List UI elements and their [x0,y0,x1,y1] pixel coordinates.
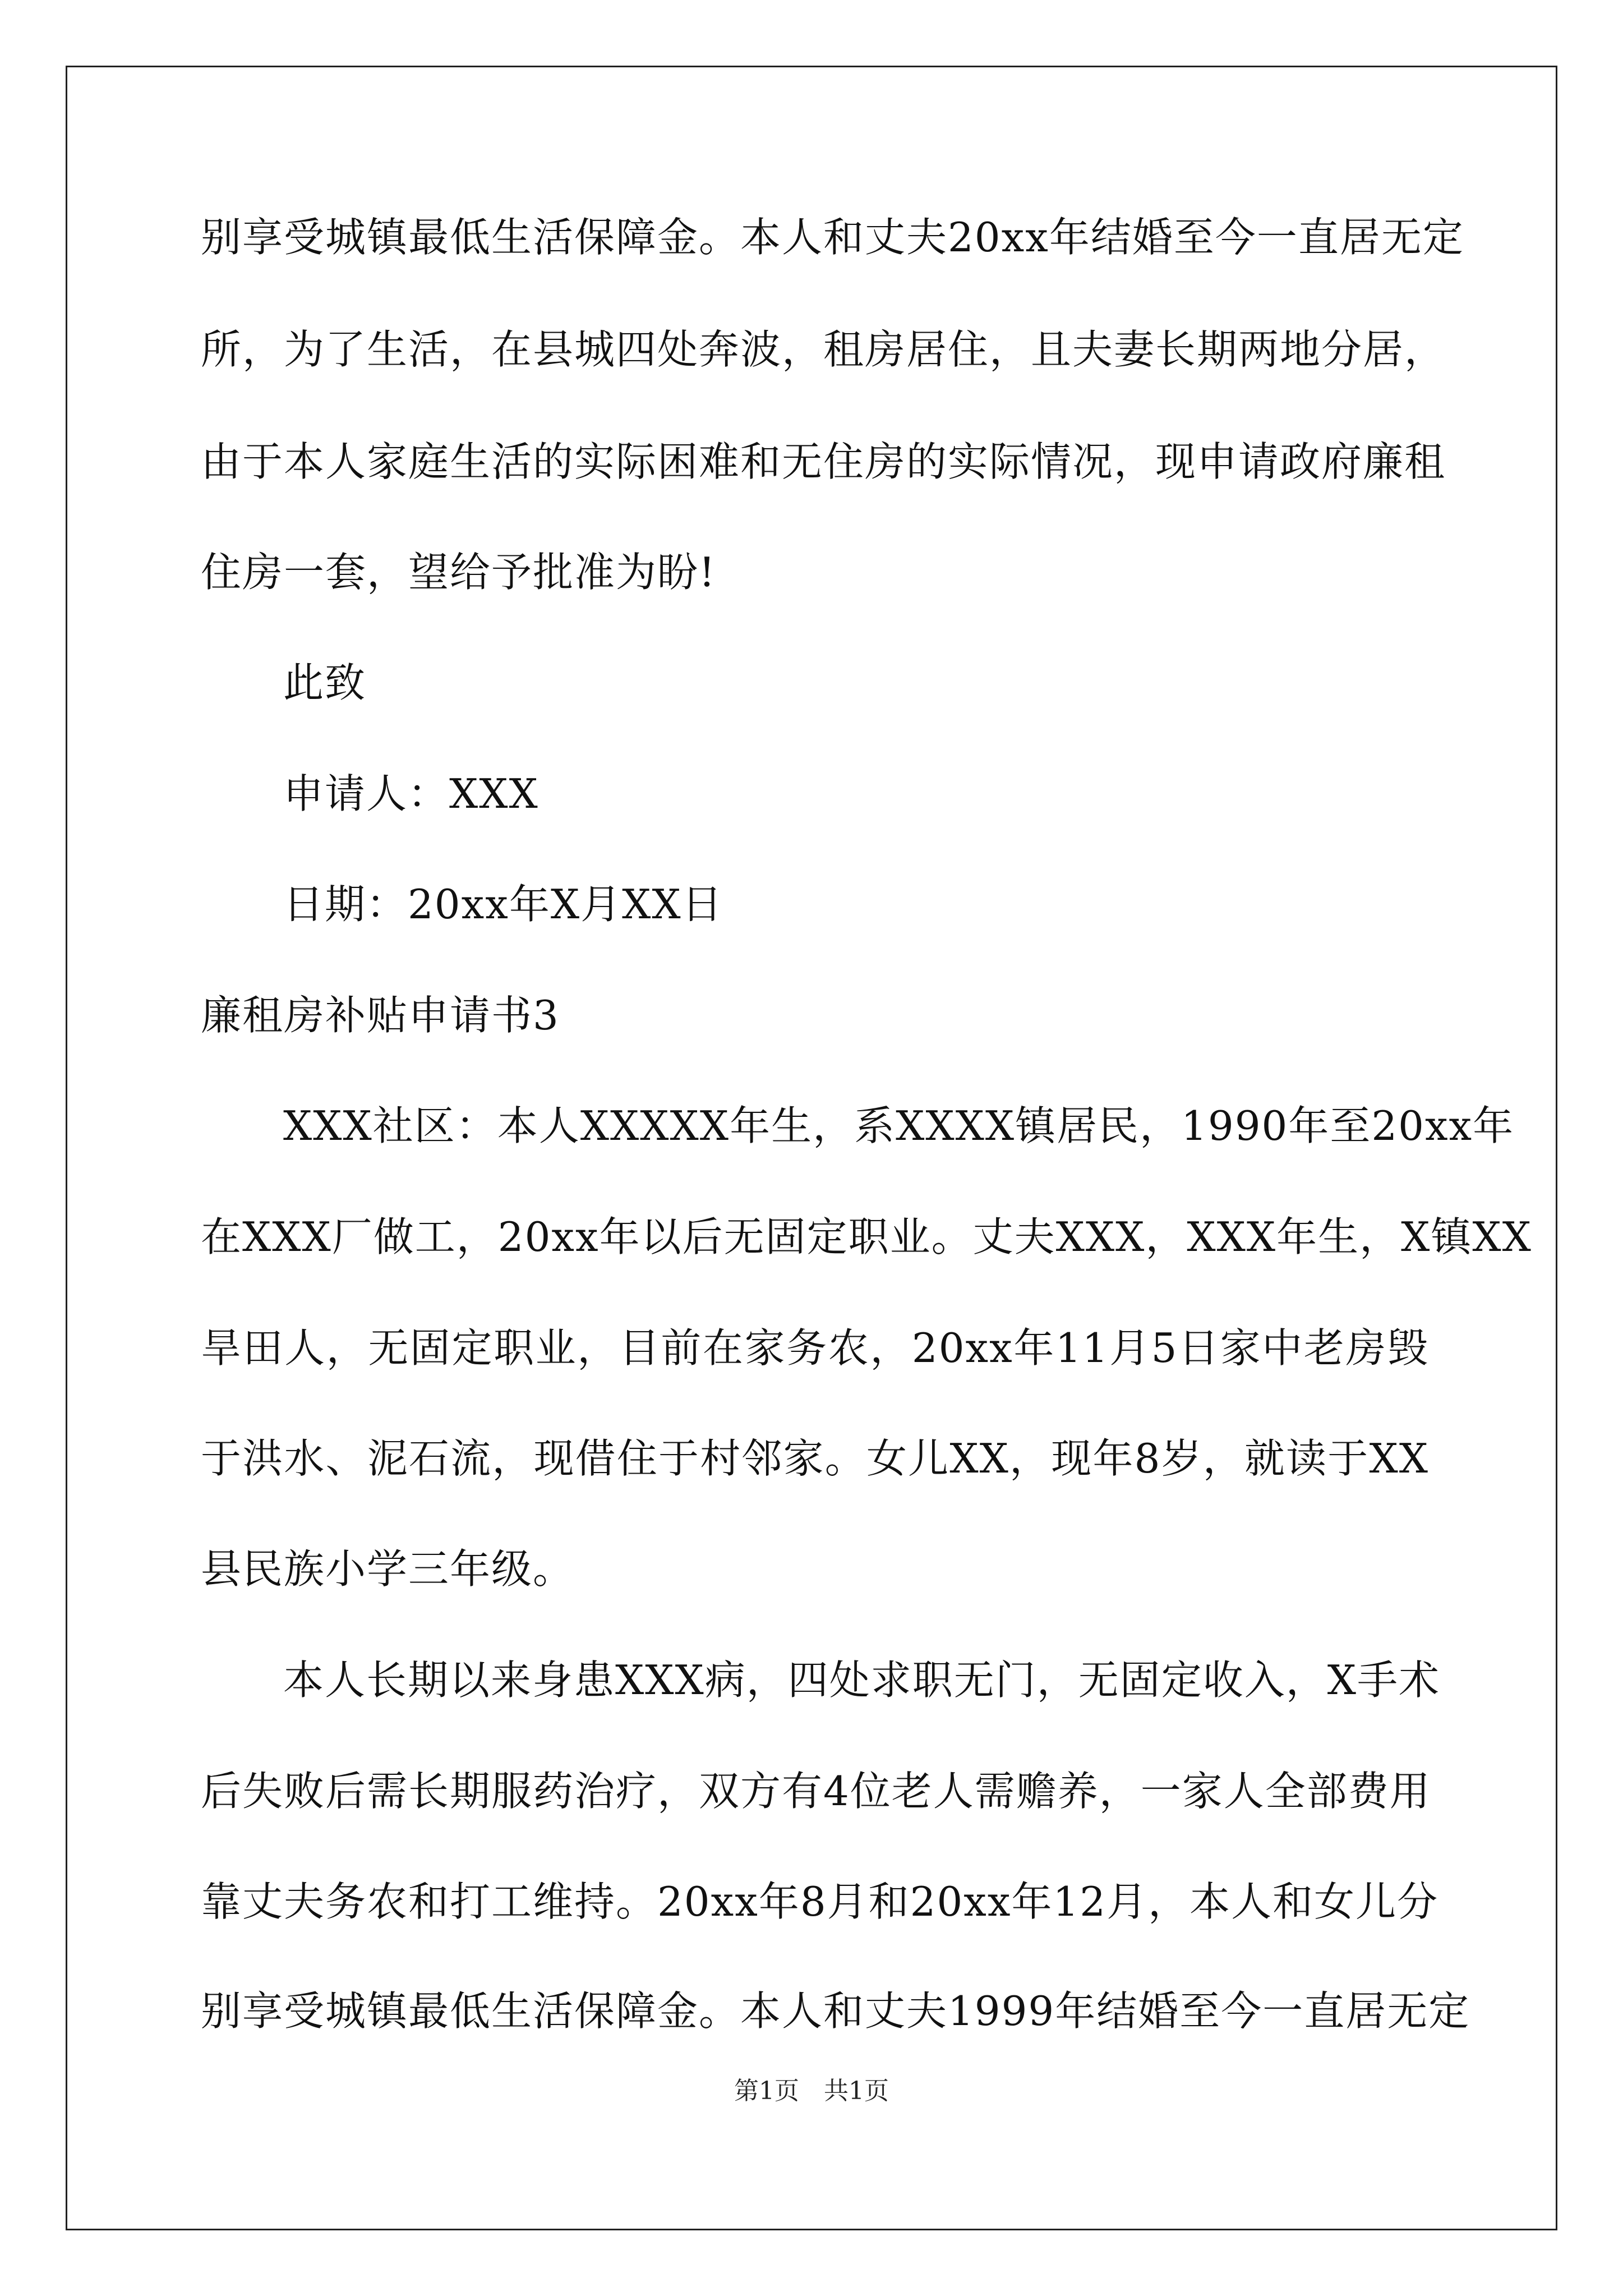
body-line-17: 别享受城镇最低生活保障金。本人和丈夫1999年结婚至今一直居无定 [201,1987,1470,2035]
body-line-10: 在XXX厂做工，20xx年以后无固定职业。丈夫XXX，XXX年生，X镇XX [201,1213,1532,1260]
body-line-14: 本人长期以来身患XXX病，四处求职无门，无固定收入，X手术 [283,1657,1441,1704]
body-line-12: 于洪水、泥石流，现借住于村邻家。女儿XX，现年8岁，就读于XX [201,1435,1429,1482]
section-heading: 廉租房补贴申请书3 [201,992,560,1039]
date-line: 日期：20xx年X月XX日 [283,881,723,928]
body-line-3: 由于本人家庭生活的实际困难和无住房的实际情况，现申请政府廉租 [201,438,1446,485]
body-line-15: 后失败后需长期服药治疗，双方有4位老人需赡养，一家人全部费用 [201,1768,1431,1815]
closing-salutation: 此致 [283,659,367,706]
body-line-16: 靠丈夫务农和打工维持。20xx年8月和20xx年12月，本人和女儿分 [201,1878,1439,1925]
body-line-13: 县民族小学三年级。 [201,1545,575,1593]
page-footer: 第1页 共1页 [734,2077,889,2105]
body-line-11: 旱田人，无固定职业，目前在家务农，20xx年11月5日家中老房毁 [201,1324,1429,1372]
body-line-1: 别享受城镇最低生活保障金。本人和丈夫20xx年结婚至今一直居无定 [201,214,1464,261]
applicant-line: 申请人：XXX [283,770,539,817]
body-line-9: XXX社区：本人XXXXX年生，系XXXX镇居民，1990年至20xx年 [283,1102,1515,1149]
body-line-4: 住房一套，望给予批准为盼! [201,549,716,596]
body-line-2: 所，为了生活，在县城四处奔波，租房居住，且夫妻长期两地分居， [201,326,1446,373]
